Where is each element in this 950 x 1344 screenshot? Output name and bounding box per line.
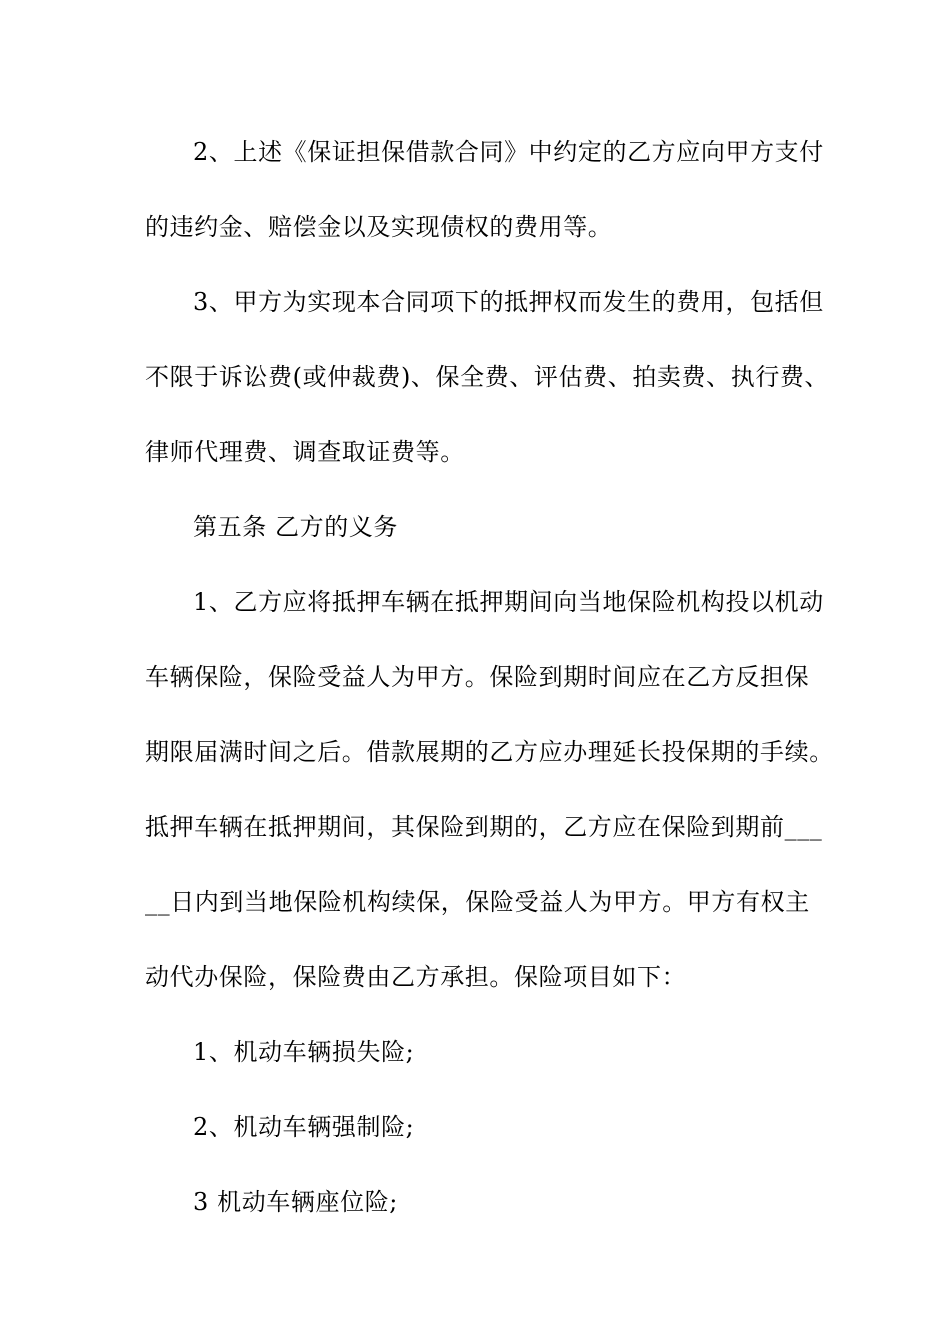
- text-line-1: 2、上述《保证担保借款合同》中约定的乙方应向甲方支付: [193, 138, 824, 166]
- text-line-10: 抵押车辆在抵押期间，其保险到期的，乙方应在保险到期前___: [145, 813, 823, 841]
- text-line-12: 动代办保险，保险费由乙方承担。保险项目如下：: [145, 963, 687, 991]
- text-line-4: 不限于诉讼费(或仲裁费)、保全费、评估费、拍卖费、执行费、: [145, 363, 830, 391]
- text-line-3: 3、甲方为实现本合同项下的抵押权而发生的费用，包括但: [193, 288, 824, 316]
- text-line-8: 车辆保险，保险受益人为甲方。保险到期时间应在乙方反担保: [145, 663, 810, 691]
- text-line-5: 律师代理费、调查取证费等。: [145, 438, 465, 466]
- section-heading: 第五条 乙方的义务: [193, 513, 399, 541]
- text-line-11: __日内到当地保险机构续保，保险受益人为甲方。甲方有权主: [145, 888, 810, 916]
- text-line-7: 1、乙方应将抵押车辆在抵押期间向当地保险机构投以机动: [193, 588, 824, 616]
- text-line-9: 期限届满时间之后。借款展期的乙方应办理延长投保期的手续。: [145, 738, 834, 766]
- list-item-1: 1、机动车辆损失险;: [193, 1038, 415, 1066]
- list-item-3: 3 机动车辆座位险;: [193, 1188, 398, 1216]
- list-item-2: 2、机动车辆强制险;: [193, 1113, 415, 1141]
- text-line-2: 的违约金、赔偿金以及实现债权的费用等。: [145, 213, 613, 241]
